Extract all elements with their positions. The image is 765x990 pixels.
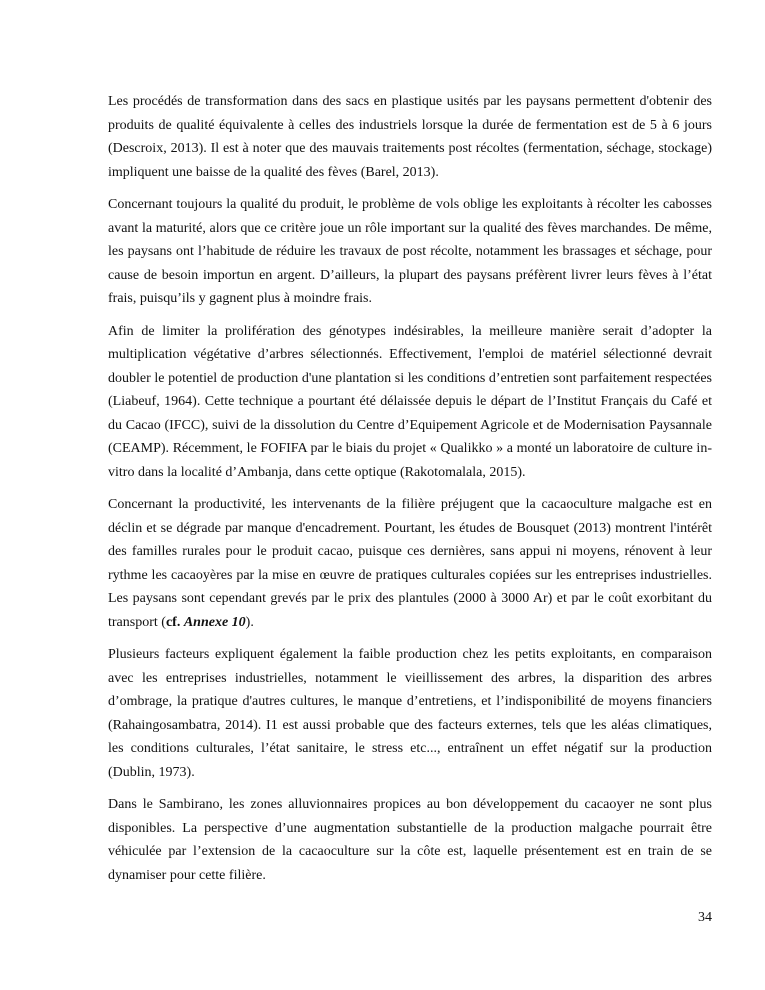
annex-reference-wrapper — [184, 615, 246, 630]
page-number: 34 — [698, 910, 712, 925]
paragraph-productivity-closing: ). — [245, 614, 254, 630]
paragraph-processing-quality: Les procédés de transformation dans des sacs en plastique usités par les paysans permettent d'obtenir des produits de qualité équivalente à celles des industriels lorsque la durée de fermentation est de 5 à 6 jours (Descroix, 2013). Il est à noter que des mauvais traitements post récoltes (fermentation, séchage, stockage) impliquent une baisse de la qualité des fèves (Barel, 2013). — [108, 94, 712, 180]
paragraph-vegetative-multiplication: Afin de limiter la prolifération des génotypes indésirables, la meilleure manière serait d’adopter la multiplication végétative d’arbres sélectionnés. Effectivement, l'emploi de matériel sélectionné devrait doubler le potentiel de production d'une plantation si les conditions d’entretien sont parfaitement respectées (Liabeuf, 1964). Cette technique a pourtant été délaissée depuis le départ de l’Institut Français du Café et du Cacao (IFCC), suivi de la dissolution du Centre d’Equipement Agricole et de Modernisation Paysannale (CEAMP). Récemment, le FOFIFA par le biais du projet « Qualikko » a monté un laboratoire de culture in-vitro dans la localité d’Ambanja, dans cette optique (Rakotomalala, 2015). — [108, 323, 712, 480]
paragraph-theft-harvest: Concernant toujours la qualité du produit, le problème de vols oblige les exploitants à récolter les cabosses avant la maturité, alors que ce critère joue un rôle important sur la qualité des fèves marchandes. De même, les paysans ont l’habitude de réduire les travaux de post récolte, notamment les brassages et séchage, pour cause de besoin importun en argent. D’ailleurs, la plupart des paysans préfèrent livrer leurs fèves à l’état frais, puisqu’ils y gagnent plus à moindre frais. — [108, 197, 712, 306]
annex-reference-prefix: cf. — [165, 614, 184, 630]
document-body — [108, 90, 712, 896]
paragraph-productivity-text: Concernant la productivité, les intervenants de la filière préjugent que la cacaoculture malgache est en déclin et se dégrade par manque d'encadrement. Pourtant, les études de Bousquet (2013) montrent l'intérêt des familles rurales pour le produit cacao, puisque ces dernières, sans appui ni moyens, rénovent à leur rythme les cacaoyères par la mise en œuvre de pratiques culturales copiées sur les entreprises industrielles. Les paysans sont cependant grevés par le prix des plantules (2000 à 3000 Ar) et par le coût exorbitant du transport ( — [108, 497, 712, 630]
paragraph-production-factors: Plusieurs facteurs expliquent également la faible production chez les petits exploitants, en comparaison avec les entreprises industrielles, notamment le vieillissement des arbres, la disparition des arbres d’ombrage, la pratique d'autres cultures, le manque d’entretiens, et l’indisponibilité de moyens financiers (Rahaingosambatra, 2014). I1 est aussi probable que des facteurs externes, tels que les aléas climatiques, les conditions culturales, l’état sanitaire, le stress etc..., entraînent un effet négatif sur la production (Dublin, 1973). — [108, 647, 712, 780]
annex-reference-link: Annexe 10 — [183, 614, 246, 630]
paragraph-productivity — [108, 493, 712, 634]
paragraph-sambirano: Dans le Sambirano, les zones alluvionnaires propices au bon développement du cacaoyer ne sont plus disponibles. La perspective d’une augmentation substantielle de la production malgache pourrait être véhiculée par l’extension de la cacaoculture sur la côte est, laquelle présentement est en train de se dynamiser pour cette filière. — [108, 797, 712, 883]
